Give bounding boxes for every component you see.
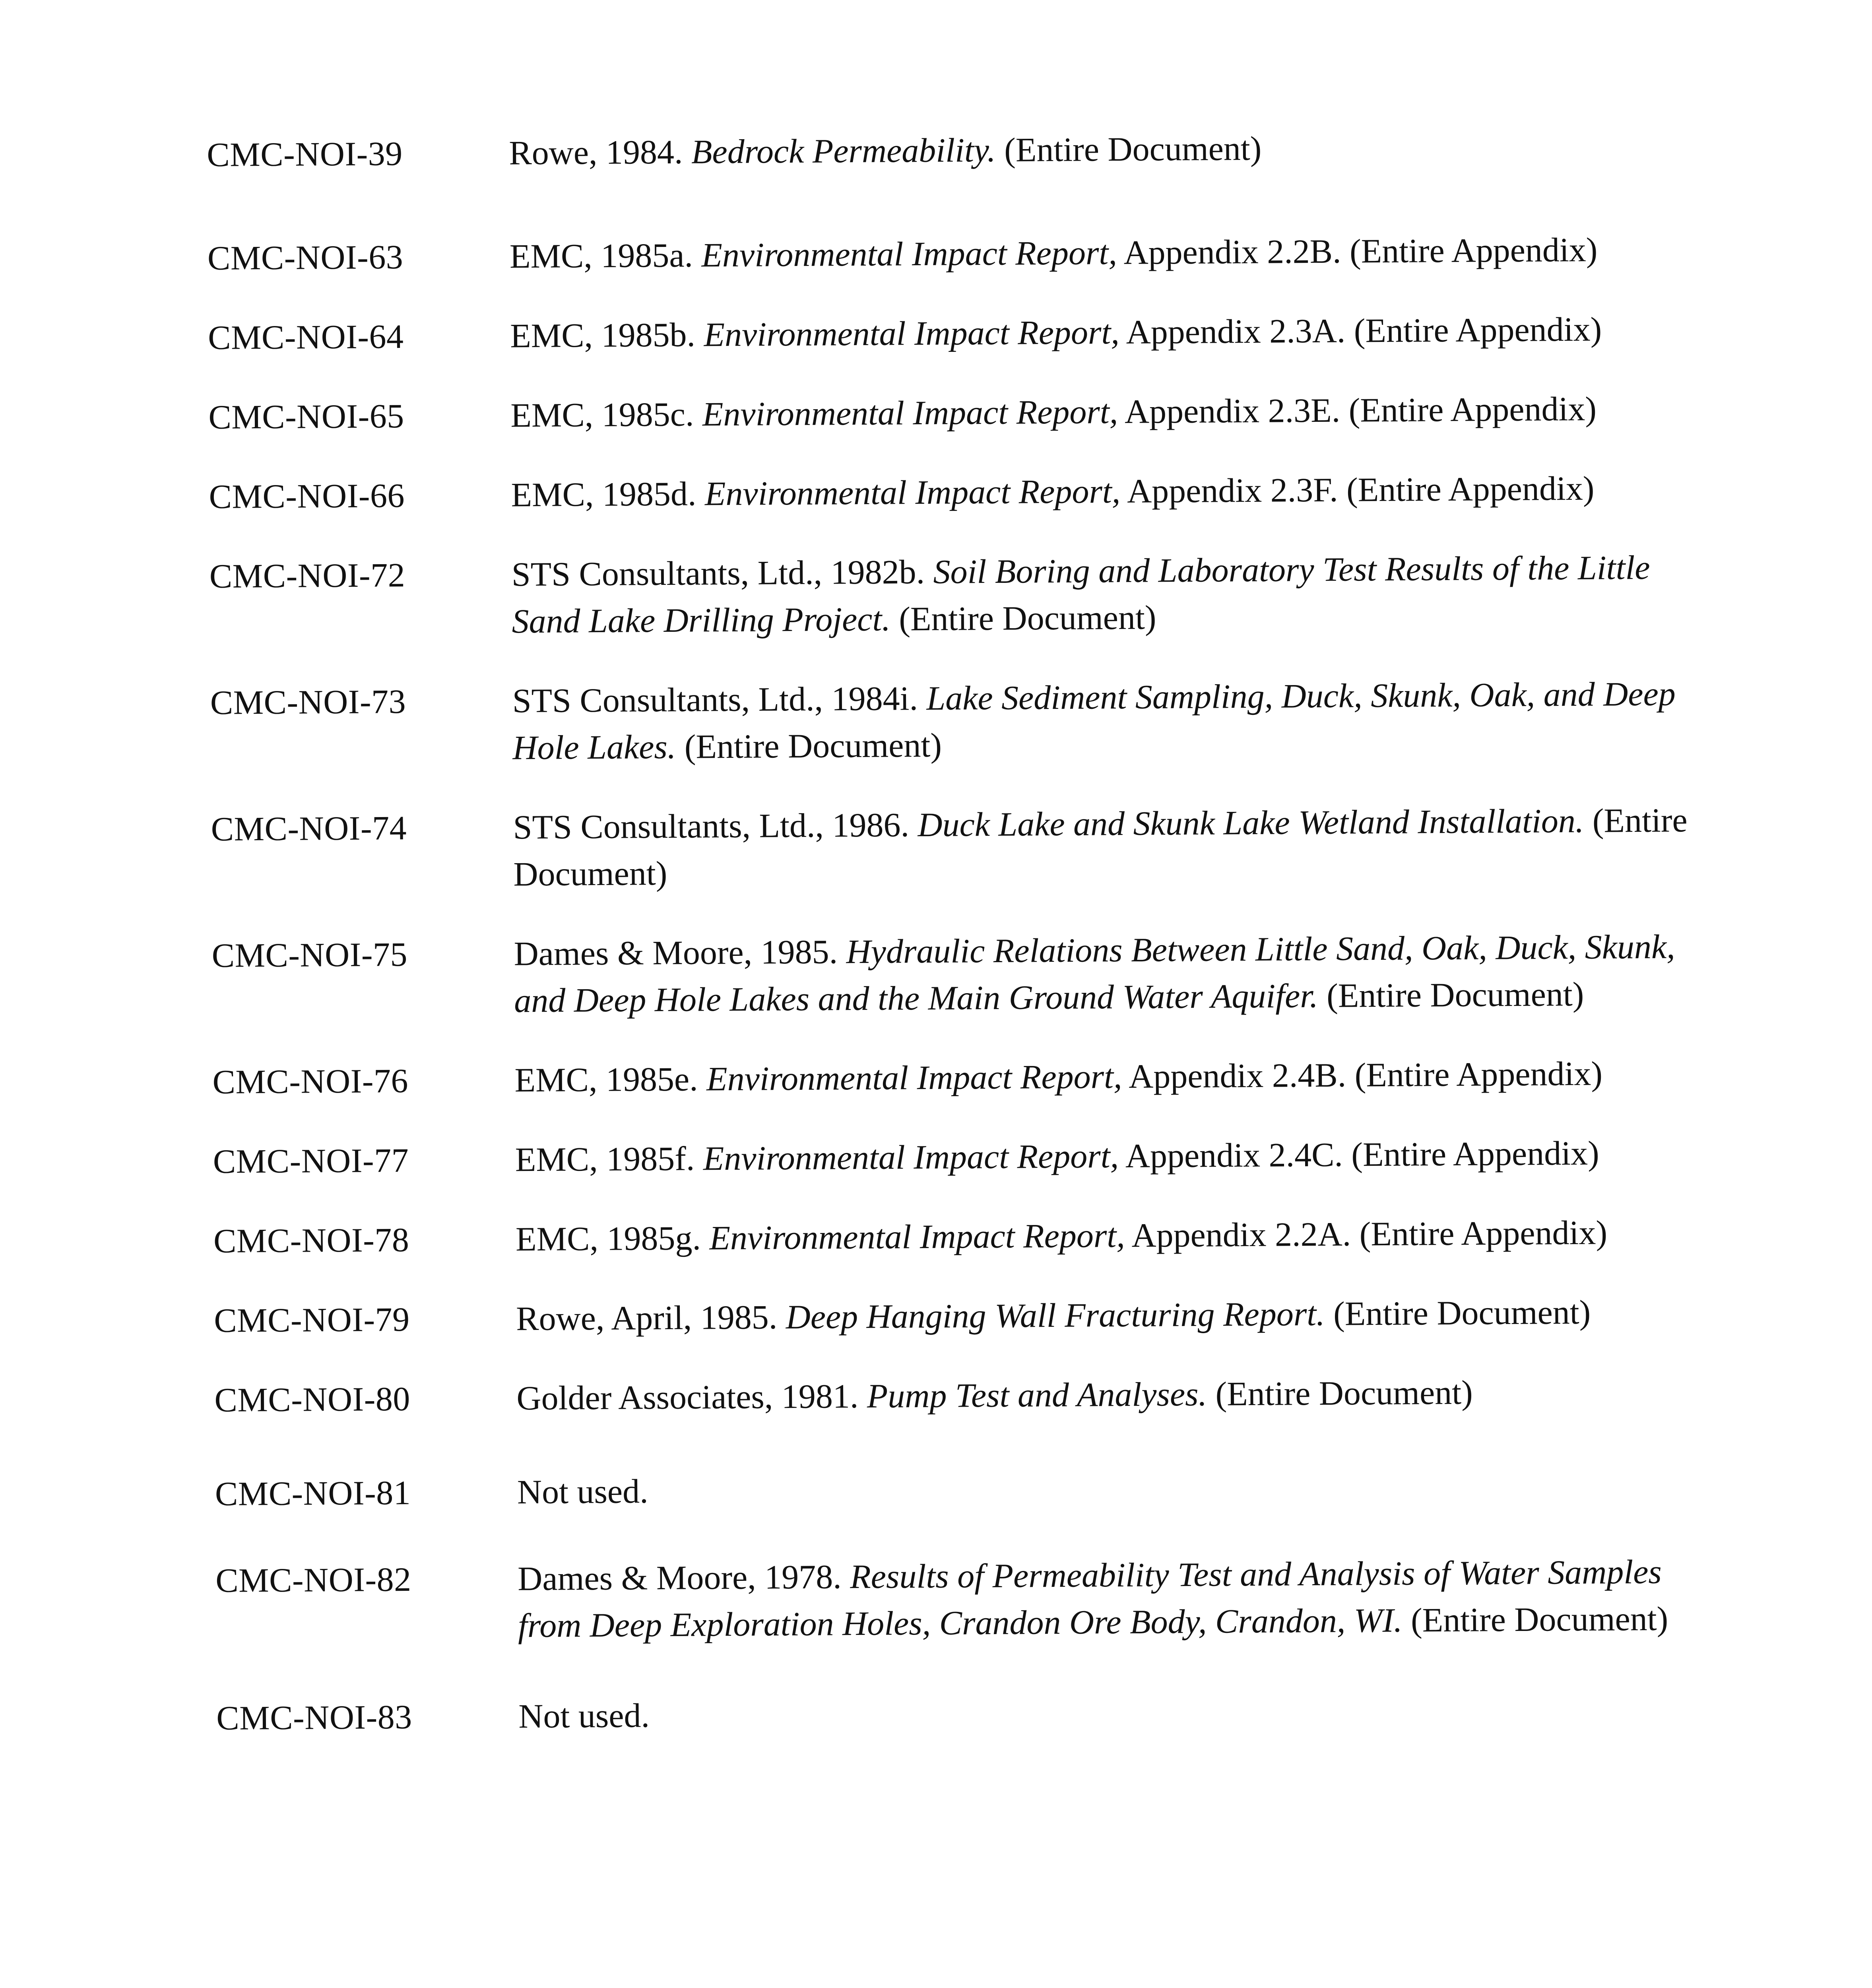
- reference-entry: [216, 1685, 1695, 1741]
- reference-entry: [211, 796, 1690, 899]
- reference-code: CMC-NOI-74: [211, 808, 407, 848]
- reference-description: EMC, 1985e. Environmental Impact Report, Appendix 2.4B. (Entire Appendix): [514, 1054, 1603, 1099]
- reference-code: CMC-NOI-66: [209, 476, 405, 516]
- reference-entry: [210, 670, 1689, 773]
- reference-code: CMC-NOI-72: [209, 555, 405, 595]
- reference-entry: [214, 1288, 1693, 1344]
- reference-entry: [214, 1367, 1694, 1423]
- reference-description: EMC, 1985d. Environmental Impact Report, Appendix 2.3F. (Entire Appendix): [511, 469, 1595, 514]
- reference-list: [207, 122, 1695, 1741]
- reference-entry: [213, 1129, 1692, 1185]
- reference-entry: [212, 1049, 1692, 1105]
- reference-description: Golder Associates, 1981. Pump Test and Analyses. (Entire Document): [516, 1373, 1473, 1417]
- reference-entry: [209, 464, 1688, 520]
- reference-entry: [215, 1548, 1695, 1651]
- reference-description: EMC, 1985b. Environmental Impact Report, Appendix 2.3A. (Entire Appendix): [510, 310, 1602, 355]
- reference-entry: [208, 225, 1687, 282]
- reference-code: CMC-NOI-80: [214, 1379, 411, 1419]
- reference-description: STS Consultants, Ltd., 1984i. Lake Sediment Sampling, Duck, Skunk, Oak, and Deep Hole Lakes. (Entire Document): [512, 674, 1676, 767]
- reference-entry: [211, 923, 1691, 1026]
- reference-description: EMC, 1985a. Environmental Impact Report, Appendix 2.2B. (Entire Appendix): [509, 230, 1598, 276]
- reference-entry: [208, 384, 1688, 441]
- reference-entry: [215, 1461, 1694, 1517]
- reference-code: CMC-NOI-63: [207, 237, 403, 277]
- reference-code: CMC-NOI-73: [210, 682, 406, 722]
- reference-description: EMC, 1985f. Environmental Impact Report, Appendix 2.4C. (Entire Appendix): [515, 1134, 1599, 1179]
- reference-description: Dames & Moore, 1985. Hydraulic Relations Between Little Sand, Oak, Duck, Skunk, and Deep Hole Lakes and the Main Ground Water Aquifer. (Entire Document): [514, 927, 1675, 1020]
- reference-code: CMC-NOI-83: [216, 1697, 412, 1737]
- reference-entry: [207, 122, 1686, 178]
- reference-description: Dames & Moore, 1978. Results of Permeability Test and Analysis of Water Samples from Deep Exploration Holes, Crandon Ore Body, Crandon, WI. (Entire Document): [517, 1552, 1668, 1645]
- reference-entry: [213, 1208, 1693, 1264]
- reference-code: CMC-NOI-78: [213, 1220, 409, 1260]
- reference-description: EMC, 1985g. Environmental Impact Report, Appendix 2.2A. (Entire Appendix): [515, 1213, 1608, 1258]
- reference-code: CMC-NOI-76: [212, 1061, 409, 1101]
- reference-description: STS Consultants, Ltd., 1986. Duck Lake and Skunk Lake Wetland Installation. (Entire Document): [513, 801, 1688, 893]
- reference-description: EMC, 1985c. Environmental Impact Report, Appendix 2.3E. (Entire Appendix): [510, 389, 1597, 435]
- reference-description: Rowe, 1984. Bedrock Permeability. (Entire Document): [509, 129, 1262, 172]
- reference-entry: [208, 305, 1687, 361]
- reference-code: CMC-NOI-65: [208, 396, 405, 436]
- reference-code: CMC-NOI-81: [215, 1473, 411, 1513]
- reference-description: STS Consultants, Ltd., 1982b. Soil Boring and Laboratory Test Results of the Little Sand Lake Drilling Project. (Entire Document): [511, 548, 1650, 641]
- reference-code: CMC-NOI-82: [215, 1560, 411, 1600]
- reference-code: CMC-NOI-77: [213, 1141, 409, 1180]
- reference-description: Not used.: [517, 1472, 648, 1511]
- reference-code: CMC-NOI-79: [213, 1300, 410, 1340]
- reference-code: CMC-NOI-75: [211, 935, 408, 975]
- reference-code: CMC-NOI-64: [208, 317, 404, 357]
- reference-description: Not used.: [518, 1696, 650, 1736]
- reference-description: Rowe, April, 1985. Deep Hanging Wall Fracturing Report. (Entire Document): [516, 1293, 1591, 1338]
- reference-entry: [209, 544, 1688, 646]
- reference-code: CMC-NOI-39: [207, 134, 403, 174]
